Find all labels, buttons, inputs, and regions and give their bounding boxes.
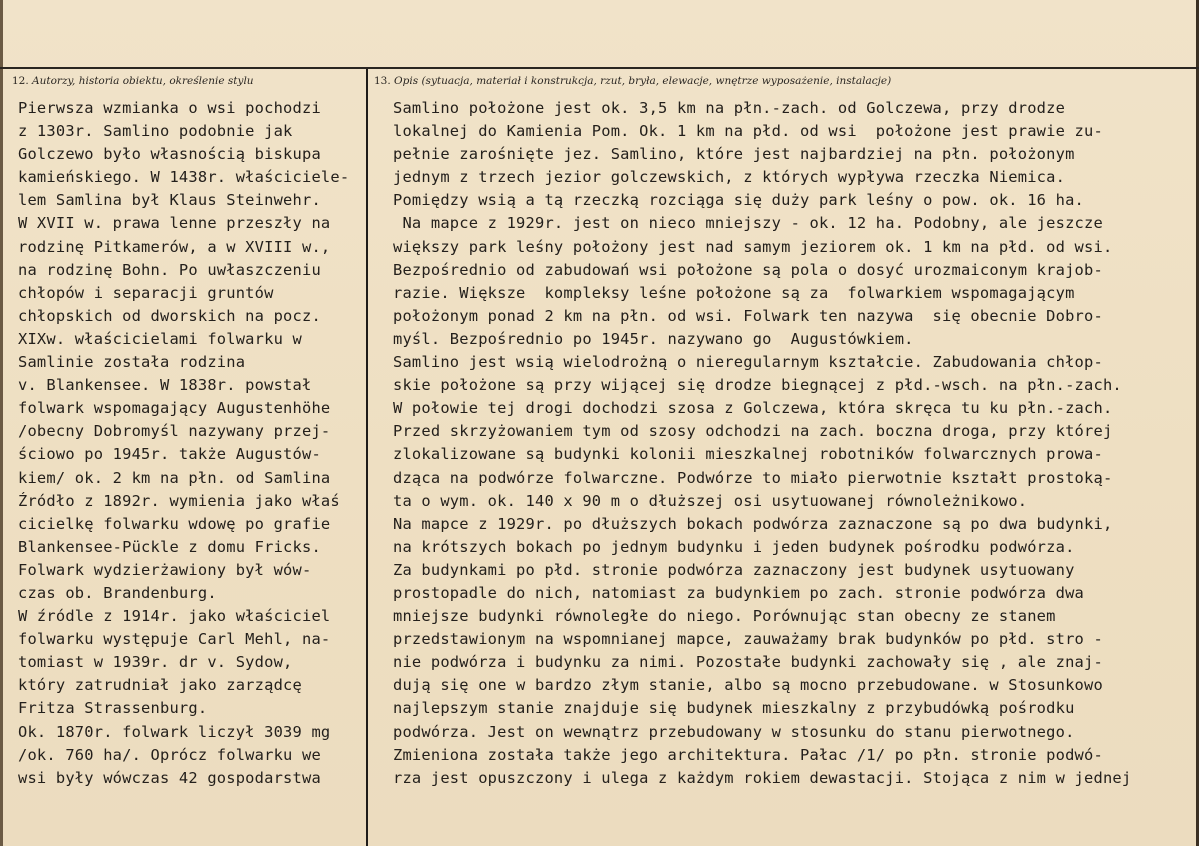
description-text-line: ta o wym. ok. 140 x 90 m o dłuższej osi usytuowanej równoleżnikowo. [393,491,1028,510]
description-text-line: Na mapce z 1929r. po dłuższych bokach podwórza zaznaczone są po dwa budynki, [393,514,1113,533]
section-13-label: Opis (sytuacja, materiał i konstrukcja, rzut, bryła, elewacje, wnętrze wyposażenie, instalacje) [394,75,892,87]
history-text-line: Ok. 1870r. folwark liczył 3039 mg [18,722,331,741]
description-text-line: Za budynkami po płd. stronie podwórza zaznaczony jest budynek usytuowany [393,560,1075,579]
description-text-line: Zmieniona została także jego architektura. Pałac /1/ po płn. stronie podwó- [393,745,1103,764]
column-divider [366,69,368,846]
description-text-line: pełnie zarośnięte jez. Samlino, które jest najbardziej na płn. położonym [393,145,1075,164]
description-text-line: prostopadle do nich, natomiast za budynkiem po zach. stronie podwórza dwa [393,583,1085,602]
history-text-line: cicielkę folwarku wdowę po grafie [18,514,331,533]
history-text-line: /obecny Dobromyśl nazywany przej- [18,422,331,441]
header-rule [0,67,1199,69]
history-text-line: folwarku występuje Carl Mehl, na- [18,630,331,649]
description-text-line: razie. Większe kompleksy leśne położone są za folwarkiem wspomagającym [393,283,1075,302]
history-text-line: Folwark wydzierżawiony był wów- [18,560,312,579]
section-12-label: Autorzy, historia obiektu, określenie stylu [32,75,254,87]
history-text-line: W XVII w. prawa lenne przeszły na [18,214,331,233]
history-text-line: lem Samlina był Klaus Steinwehr. [18,191,321,210]
description-text-line: dząca na podwórze folwarczne. Podwórze to miało pierwotnie kształt prostoką- [393,468,1113,487]
history-text-line: Samlinie została rodzina [18,353,246,372]
description-text-line: myśl. Bezpośrednio po 1945r. nazywano go Augustówkiem. [393,329,914,348]
section-13-header [374,75,891,87]
history-text-line: folwark wspomagający Augustenhöhe [18,399,331,418]
description-text-line: lokalnej do Kamienia Pom. Ok. 1 km na płd. od wsi położone jest prawie zu- [393,122,1103,141]
section-12-number: 12. [12,75,29,87]
description-text-line: Samlino położone jest ok. 3,5 km na płn.-zach. od Golczewa, przy drodze [393,99,1066,117]
description-text-line: Bezpośrednio od zabudowań wsi położone są pola o dosyć urozmaiconym krajob- [393,260,1103,279]
section-13-number: 13. [374,75,391,87]
section-12-header [12,75,254,87]
description-text-line: podwórza. Jest on wewnątrz przebudowany w stosunku do stanu pierwotnego. [393,722,1075,741]
history-text-line: z 1303r. Samlino podobnie jak [18,122,293,141]
history-text-line: na rodzinę Bohn. Po uwłaszczeniu [18,260,321,279]
description-text-line: Samlino jest wsią wielodrożną o nieregularnym kształcie. Zabudowania chłop- [393,353,1103,372]
description-text-line: położonym ponad 2 km na płn. od wsi. Folwark ten nazywa się obecnie Dobro- [393,306,1103,325]
history-text-line: chłopskich od dworskich na pocz. [18,306,321,325]
description-text-line: dują się one w bardzo złym stanie, albo są mocno przebudowane. w Stosunkowo [393,676,1103,695]
history-text-line: który zatrudniał jako zarządcę [18,676,302,695]
history-text-column [18,97,363,790]
history-text-line: v. Blankensee. W 1838r. powstał [18,376,312,395]
description-text-line: W połowie tej drogi dochodzi szosa z Golczewa, która skręca tu ku płn.-zach. [393,399,1113,418]
description-text-line: Pomiędzy wsią a tą rzeczką rozciąga się duży park leśny o pow. ok. 16 ha. [393,191,1085,210]
description-text-line: Przed skrzyżowaniem tym od szosy odchodzi na zach. boczna droga, przy której [393,422,1113,441]
history-text-line: wsi były wówczas 42 gospodarstwa [18,768,321,787]
card-left-edge [0,0,3,846]
description-text-line: mniejsze budynki równoległe do niego. Porównując stan obecny ze stanem [393,607,1056,626]
description-text-line: na krótszych bokach po jednym budynku i jeden budynek pośrodku podwórza. [393,537,1075,556]
description-text-line: większy park leśny położony jest nad samym jeziorem ok. 1 km na płd. od wsi. [393,237,1113,256]
history-text-line: chłopów i separacji gruntów [18,283,274,302]
history-text-line: Fritza Strassenburg. [18,699,208,718]
history-text-line: ściowo po 1945r. także Augustów- [18,445,321,464]
history-text-line: W źródle z 1914r. jako właściciel [18,607,331,626]
description-text-line: skie położone są przy wijącej się drodze biegnącej z płd.-wsch. na płn.-zach. [393,376,1122,395]
history-text-line: XIXw. właścicielami folwarku w [18,329,302,348]
description-text-line: Na mapce z 1929r. jest on nieco mniejszy - ok. 12 ha. Podobny, ale jeszcze [393,214,1103,233]
history-text-line: czas ob. Brandenburg. [18,583,217,602]
description-text-line: nie podwórza i budynku za nimi. Pozostałe budynki zachowały się , ale znaj- [393,653,1103,672]
history-text-line: /ok. 760 ha/. Oprócz folwarku we [18,745,321,764]
description-text-line: jednym z trzech jezior golczewskich, z których wypływa rzeczka Niemica. [393,168,1066,187]
history-text-line: Golczewo było własnością biskupa [18,145,321,164]
description-text-line: zlokalizowane są budynki kolonii mieszkalnej robotników folwarcznych prowa- [393,445,1103,464]
history-text-line: kiem/ ok. 2 km na płn. od Samlina [18,468,331,487]
history-text-line: Blankensee-Pückle z domu Fricks. [18,537,321,556]
description-text-column [393,97,1193,790]
history-text-line: kamieńskiego. W 1438r. właściciele- [18,168,350,187]
description-text-line: rza jest opuszczony i ulega z każdym rokiem dewastacji. Stojąca z nim w jednej [393,768,1132,787]
history-text-line: Pierwsza wzmianka o wsi pochodzi [18,99,321,117]
history-text-line: tomiast w 1939r. dr v. Sydow, [18,653,293,672]
history-text-line: rodzinę Pitkamerów, a w XVIII w., [18,237,331,256]
history-text-line: Źródło z 1892r. wymienia jako właś [18,491,340,510]
description-text-line: przedstawionym na wspomnianej mapce, zauważamy brak budynków po płd. stro - [393,630,1103,649]
description-text-line: najlepszym stanie znajduje się budynek mieszkalny z przybudówką pośrodku [393,699,1075,718]
